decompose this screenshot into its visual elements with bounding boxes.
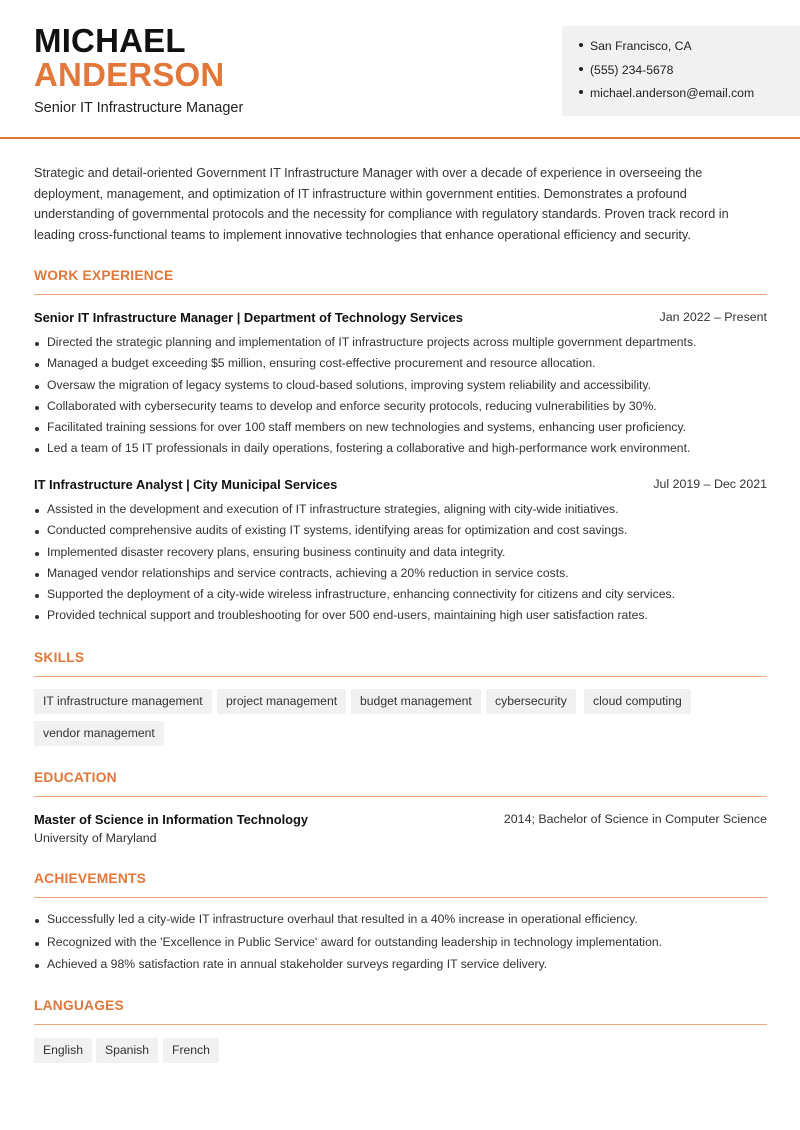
job-bullets bbox=[34, 335, 774, 463]
contact-phone: (555) 234-5678 bbox=[579, 63, 673, 77]
resume-header bbox=[0, 0, 800, 139]
list-item: Conducted comprehensive audits of existing IT systems, identifying areas for optimization and cost savings. bbox=[34, 523, 774, 544]
job-title: Senior IT Infrastructure Manager | Department of Technology Services bbox=[34, 310, 463, 325]
section-divider bbox=[34, 897, 767, 898]
bullet-icon bbox=[579, 90, 583, 94]
first-name: MICHAEL bbox=[34, 22, 186, 59]
last-name: ANDERSON bbox=[34, 56, 225, 93]
list-item: Supported the deployment of a city-wide wireless infrastructure, enhancing connectivity for citizens and city services. bbox=[34, 587, 774, 608]
education-header bbox=[34, 812, 767, 827]
section-divider bbox=[34, 676, 767, 677]
contact-email[interactable]: michael.anderson@email.com bbox=[579, 86, 754, 100]
profile-summary: Strategic and detail-oriented Government IT Infrastructure Manager with over a decade of experience in overseeing the deployment, management, and optimization of IT infrastructure within government entities. Demonstrates a profound understanding of governmental protocols and the necessity for compliance with regulatory standards. Proven track record in leading cross-functional teams to implement innovative technologies that enhance operational efficiency and security. bbox=[34, 166, 729, 243]
list-item: Provided technical support and troubleshooting for over 500 end-users, maintaining high user satisfaction rates. bbox=[34, 608, 774, 629]
list-item: Collaborated with cybersecurity teams to develop and enforce security protocols, reducing vulnerabilities by 30%. bbox=[34, 399, 774, 420]
skill-tag: vendor management bbox=[34, 721, 164, 746]
language-tag: Spanish bbox=[96, 1038, 158, 1063]
section-divider bbox=[34, 294, 767, 295]
bullet-icon bbox=[579, 43, 583, 47]
section-title-skills: SKILLS bbox=[34, 650, 85, 665]
job-bullets bbox=[34, 502, 774, 630]
skill-tag: cybersecurity bbox=[486, 689, 576, 714]
list-item: Achieved a 98% satisfaction rate in annual stakeholder surveys regarding IT service delivery. bbox=[34, 957, 774, 980]
section-title-languages: LANGUAGES bbox=[34, 998, 124, 1013]
list-item: Directed the strategic planning and implementation of IT infrastructure projects across multiple government departments. bbox=[34, 335, 774, 356]
job-header bbox=[34, 477, 767, 492]
list-item: Recognized with the 'Excellence in Public Service' award for outstanding leadership in technology implementation. bbox=[34, 935, 774, 958]
skill-tag: project management bbox=[217, 689, 346, 714]
bullet-icon bbox=[579, 67, 583, 71]
skill-tag: cloud computing bbox=[584, 689, 691, 714]
section-title-work: WORK EXPERIENCE bbox=[34, 268, 174, 283]
list-item: Oversaw the migration of legacy systems to cloud-based solutions, improving system reliability and accessibility. bbox=[34, 378, 774, 399]
list-item: Successfully led a city-wide IT infrastructure overhaul that resulted in a 40% increase in operational efficiency. bbox=[34, 912, 774, 935]
job-title-headline: Senior IT Infrastructure Manager bbox=[34, 100, 244, 116]
section-title-achievements: ACHIEVEMENTS bbox=[34, 871, 147, 886]
contact-box bbox=[562, 26, 800, 116]
achievements-list bbox=[34, 912, 774, 980]
degree: Master of Science in Information Technology bbox=[34, 812, 309, 827]
job-title: IT Infrastructure Analyst | City Municipal Services bbox=[34, 477, 338, 492]
job-dates: Jan 2022 – Present bbox=[659, 310, 767, 324]
list-item: Implemented disaster recovery plans, ensuring business continuity and data integrity. bbox=[34, 545, 774, 566]
section-divider bbox=[34, 796, 767, 797]
skill-tag: IT infrastructure management bbox=[34, 689, 212, 714]
language-tag: English bbox=[34, 1038, 92, 1063]
section-title-education: EDUCATION bbox=[34, 770, 117, 785]
list-item: Assisted in the development and execution of IT infrastructure strategies, aligning with city-wide initiatives. bbox=[34, 502, 774, 523]
list-item: Led a team of 15 IT professionals in daily operations, fostering a collaborative and high-performance work environment. bbox=[34, 441, 774, 462]
list-item: Managed a budget exceeding $5 million, ensuring cost-effective procurement and resource allocation. bbox=[34, 356, 774, 377]
candidate-name bbox=[34, 24, 224, 92]
section-divider bbox=[34, 1024, 767, 1025]
language-tag: French bbox=[163, 1038, 219, 1063]
education-date: 2014; Bachelor of Science in Computer Science bbox=[503, 812, 767, 826]
list-item: Facilitated training sessions for over 100 staff members on new technologies and systems, enhancing user proficiency. bbox=[34, 420, 774, 441]
list-item: Managed vendor relationships and service contracts, achieving a 20% reduction in service costs. bbox=[34, 566, 774, 587]
skill-tag: budget management bbox=[351, 689, 481, 714]
school-name: University of Maryland bbox=[34, 831, 157, 845]
job-dates: Jul 2019 – Dec 2021 bbox=[653, 477, 767, 491]
contact-location: San Francisco, CA bbox=[579, 39, 692, 53]
job-header bbox=[34, 310, 767, 325]
